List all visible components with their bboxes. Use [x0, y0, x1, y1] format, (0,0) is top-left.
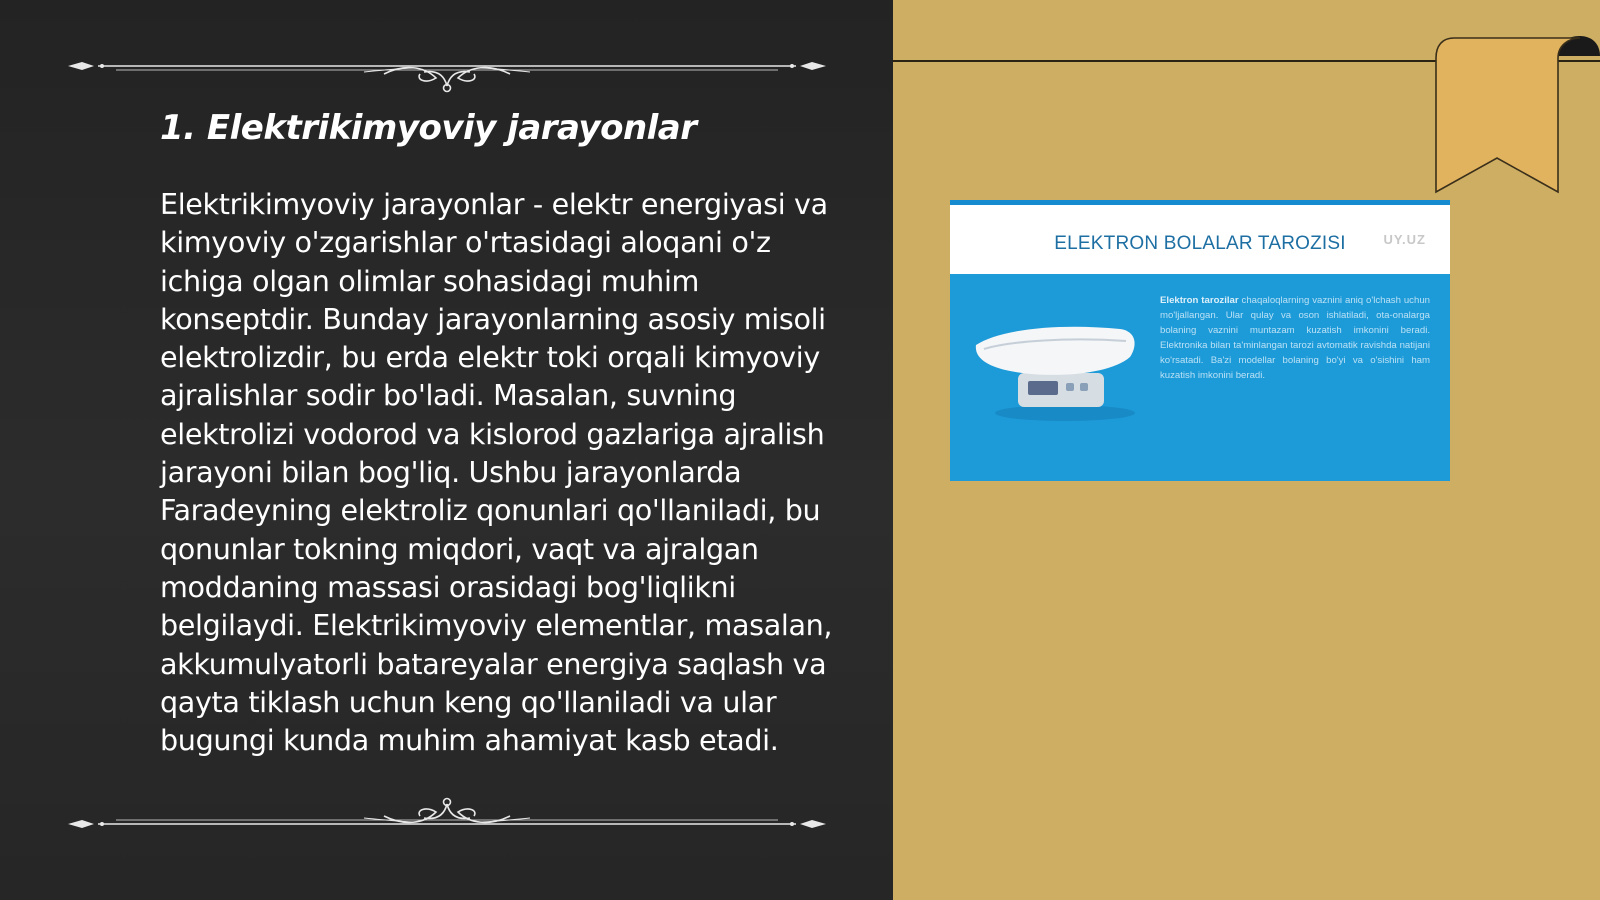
ornament-divider-bottom	[64, 782, 830, 832]
image-title: ELEKTRON BOLALAR TAROZISI	[1054, 233, 1346, 254]
bookmark-ribbon-icon	[1434, 34, 1600, 200]
slide-body-text: Elektrikimyoviy jarayonlar - elektr energiyasi va kimyoviy o'zgarishlar o'rtasidagi aloqani o'z ichiga olgan olimlar sohasidagi muhim konseptdir. Bunday jarayonlarning asosiy misoli elektrolizdir, bu erda elektr toki orqali kimyoviy ajralishlar sodir bo'ladi. Masalan, suvning elektrolizi vodorod va kislorod gazlariga ajralish jarayoni bilan bog'liq. Ushbu jarayonlarda Faradeyning elektroliz qonunlari qo'llaniladi, bu qonunlar tokning miqdori, vaqt va ajralgan moddaning massasi orasidagi bog'liqlikni belgilaydi. Elektrikimyoviy elementlar, masalan, akkumulyatorli batareyalar energiya saqlash va qayta tiklash uchun keng qo'llaniladi va ular bugungi kunda muhim ahamiyat kasb etadi.	[160, 187, 833, 758]
product-image	[950, 200, 1450, 481]
slide-title: 1. Elektrikimyoviy jarayonlar	[160, 108, 697, 148]
image-description	[1160, 293, 1430, 383]
image-watermark: UY.UZ	[1383, 232, 1426, 247]
ornament-divider-top	[64, 44, 830, 94]
image-description-lead: Elektron tarozilar	[1160, 295, 1239, 306]
baby-scale-icon	[970, 315, 1140, 425]
image-description-text: chaqaloqlarning vaznini aniq o'lchash uchun mo'ljallangan. Ular qulay va oson ishlatiladi, ota-onalarga bolaning vaznini muntazam kuzatish imkonini beradi. Elektronika bilan ta'minlangan tarozi avtomatik ravishda natijani ko'rsatadi. Ba'zi modellar bolaning bo'yi va o'sishini ham kuzatish imkonini beradi.	[1160, 295, 1430, 381]
